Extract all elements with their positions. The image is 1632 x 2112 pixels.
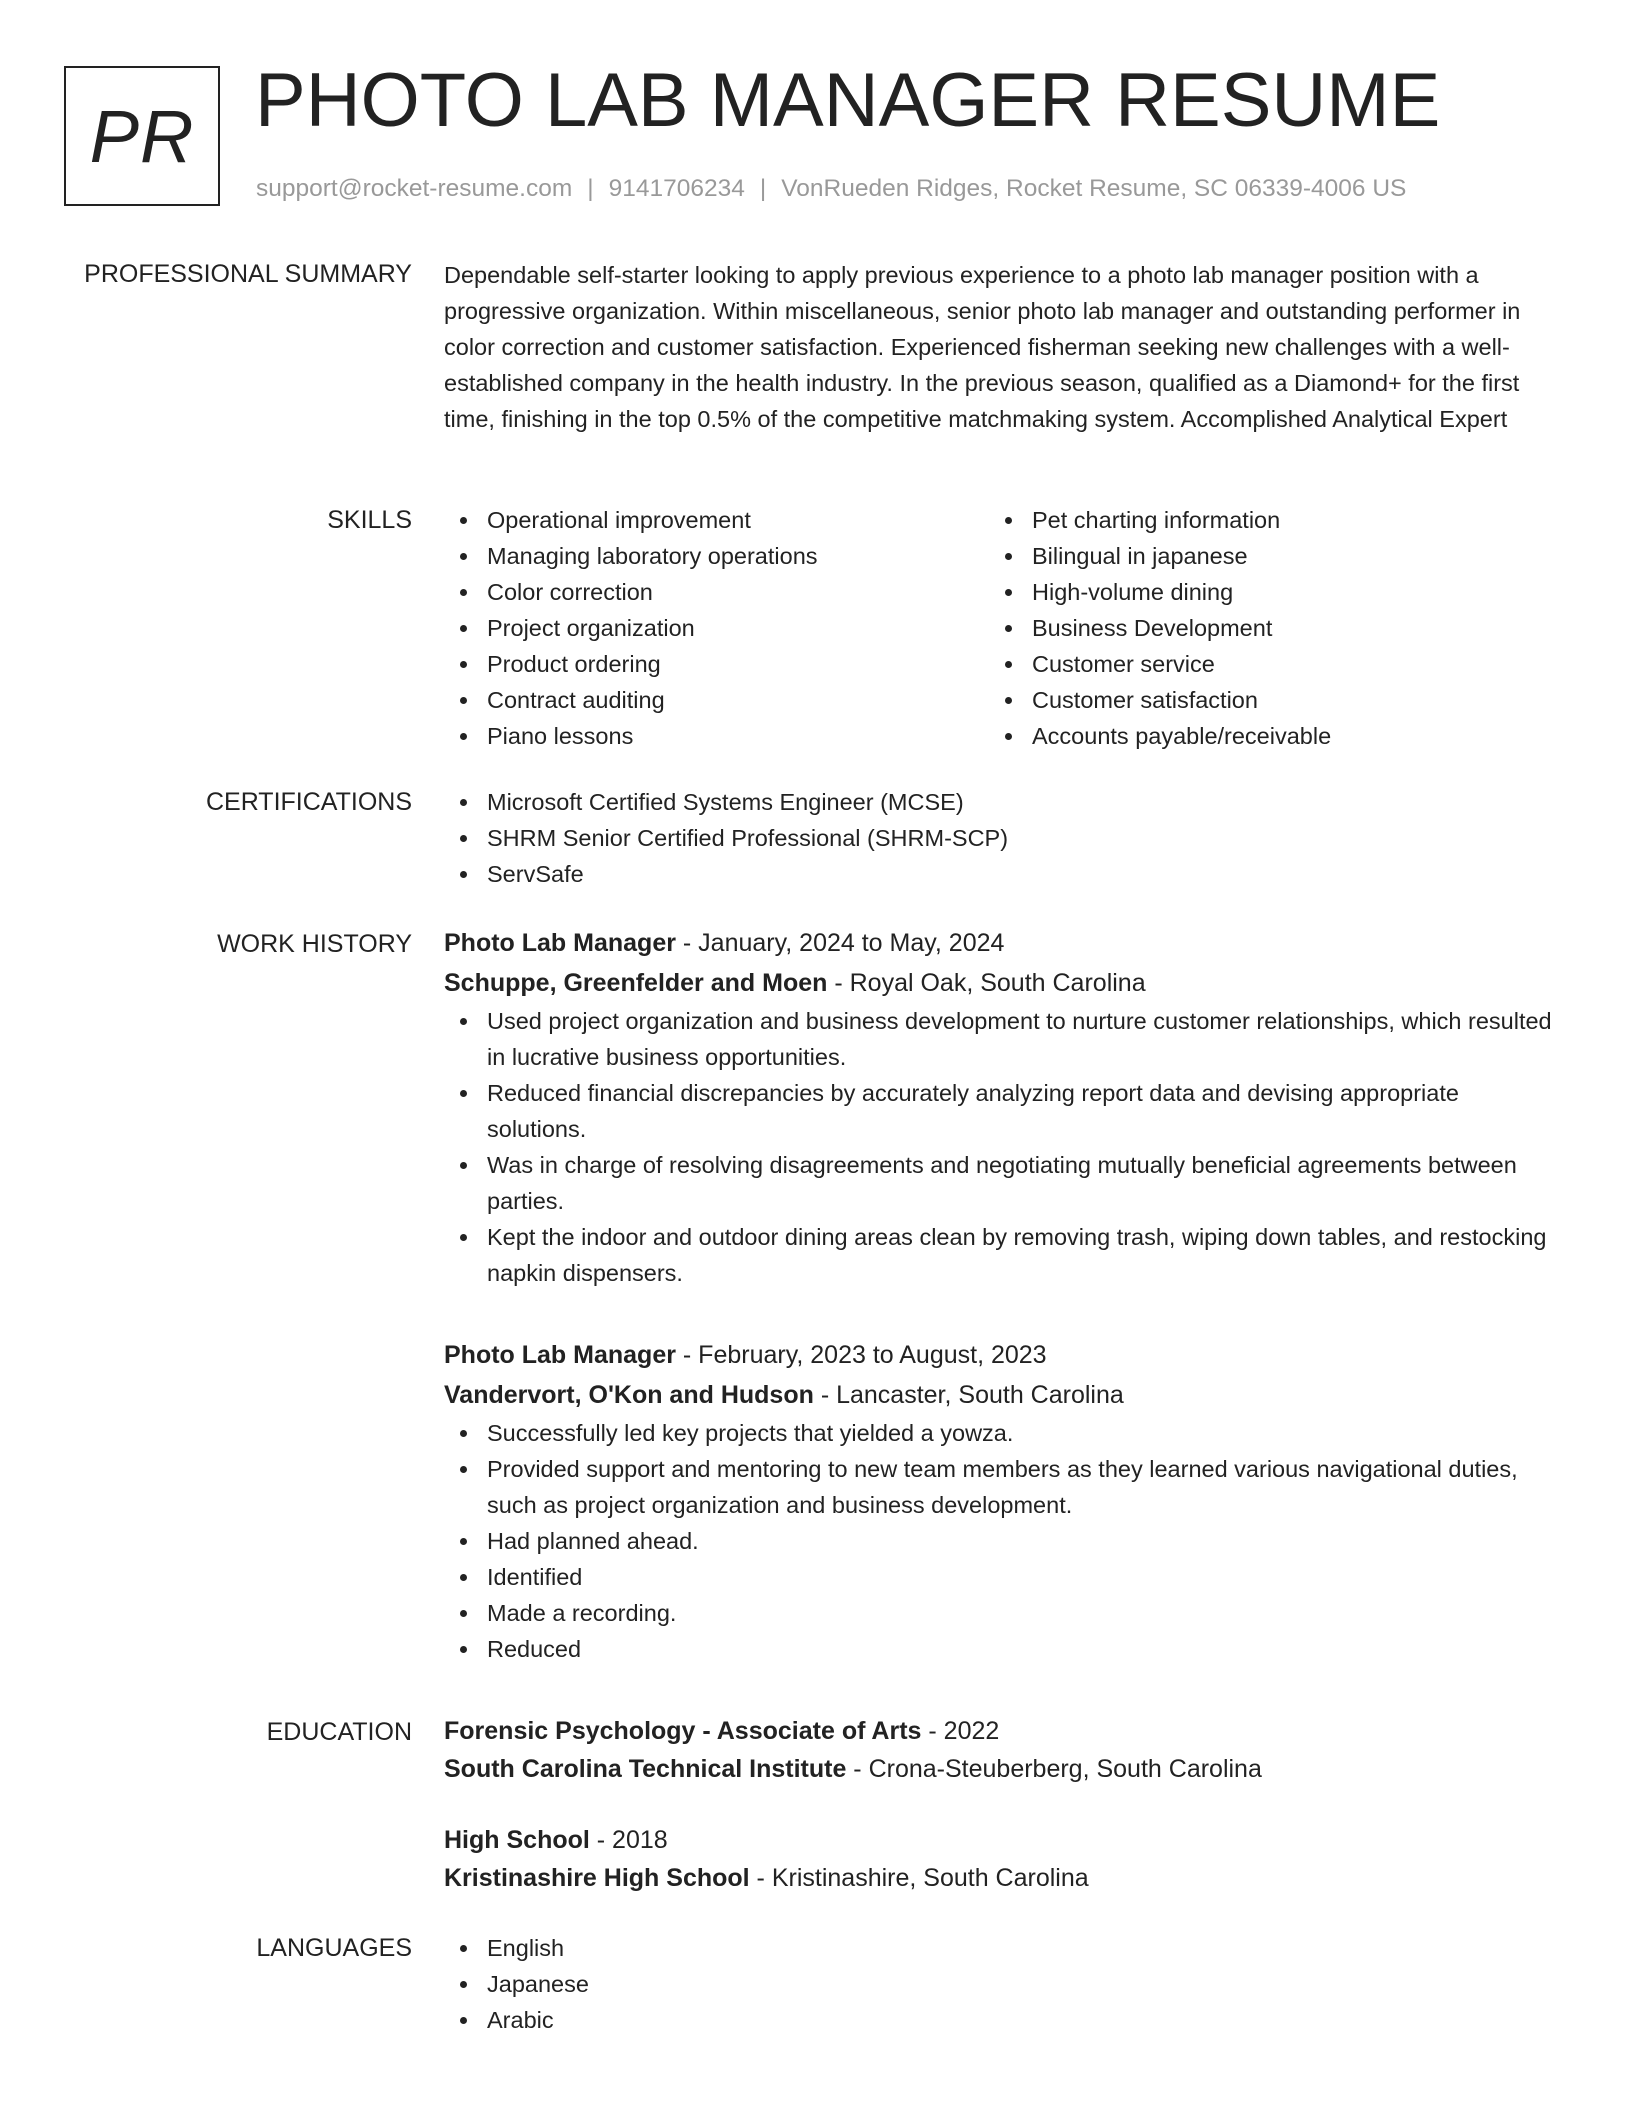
contact-separator: | (587, 175, 594, 202)
page-title: PHOTO LAB MANAGER RESUME (255, 58, 1441, 143)
job-company-line (444, 1375, 1560, 1415)
list-item: Kept the indoor and outdoor dining areas clean by removing trash, wiping down tables, and restocking napkin dispensers. (444, 1219, 1560, 1291)
contact-phone[interactable]: 9141706234 (608, 175, 745, 202)
job-company: Schuppe, Greenfelder and Moen (444, 969, 828, 997)
list-item: Project organization (444, 610, 989, 646)
education-section-2 (444, 1821, 1560, 1897)
job-title-line (444, 1335, 1560, 1375)
list-item: Made a recording. (444, 1595, 1560, 1631)
education-degree: Forensic Psychology - Associate of Arts (444, 1717, 922, 1745)
list-item: Product ordering (444, 646, 989, 682)
section-label-summary: PROFESSIONAL SUMMARY (84, 260, 412, 288)
job-title: Photo Lab Manager (444, 929, 676, 957)
job-entry (444, 1335, 1560, 1667)
list-item: Accounts payable/receivable (989, 718, 1534, 754)
list-item: Business Development (989, 610, 1534, 646)
work-history-section (444, 923, 1560, 1291)
certifications-list (444, 784, 1560, 892)
job-title: Photo Lab Manager (444, 1341, 676, 1369)
list-item: High-volume dining (989, 574, 1534, 610)
education-school-line (444, 1859, 1560, 1897)
summary-section (444, 257, 1560, 437)
list-item: Color correction (444, 574, 989, 610)
monogram-logo: PR (64, 66, 220, 206)
contact-separator: | (759, 175, 767, 202)
job-dates: - February, 2023 to August, 2023 (675, 1341, 1047, 1369)
section-label-work-history: WORK HISTORY (217, 930, 412, 958)
job-title-line (444, 923, 1560, 963)
education-entry (444, 1712, 1560, 1788)
list-item: ServSafe (444, 856, 1560, 892)
education-year: - 2018 (589, 1826, 668, 1854)
list-item: English (444, 1930, 1560, 1966)
list-item: Customer service (989, 646, 1534, 682)
list-item: Reduced financial discrepancies by accurately analyzing report data and devising appropriate solutions. (444, 1075, 1560, 1147)
education-location: - Crona-Steuberberg, South Carolina (846, 1755, 1262, 1783)
list-item: Arabic (444, 2002, 1560, 2038)
job-duties-list (444, 1003, 1560, 1291)
education-degree-line (444, 1712, 1560, 1750)
list-item: Successfully led key projects that yielded a yowza. (444, 1415, 1560, 1451)
education-degree-line (444, 1821, 1560, 1859)
skills-list-right (989, 502, 1534, 754)
contact-line (256, 173, 1406, 205)
section-label-languages: LANGUAGES (256, 1934, 412, 1962)
work-history-section-2 (444, 1335, 1560, 1667)
education-degree: High School (444, 1826, 590, 1854)
job-location: - Lancaster, South Carolina (813, 1381, 1124, 1409)
job-location: - Royal Oak, South Carolina (827, 969, 1146, 997)
section-label-skills: SKILLS (327, 506, 412, 534)
education-entry (444, 1821, 1560, 1897)
list-item: Identified (444, 1559, 1560, 1595)
list-item: Japanese (444, 1966, 1560, 2002)
languages-list (444, 1930, 1560, 2038)
list-item: Had planned ahead. (444, 1523, 1560, 1559)
list-item: Bilingual in japanese (989, 538, 1534, 574)
education-location: - Kristinashire, South Carolina (749, 1864, 1089, 1892)
job-entry (444, 923, 1560, 1291)
list-item: Microsoft Certified Systems Engineer (MCSE) (444, 784, 1560, 820)
list-item: Pet charting information (989, 502, 1534, 538)
education-school: Kristinashire High School (444, 1864, 750, 1892)
list-item: Provided support and mentoring to new team members as they learned various navigational duties, such as project organization and business development. (444, 1451, 1560, 1523)
job-duties-list (444, 1415, 1560, 1667)
skills-list-left (444, 502, 989, 754)
contact-address: VonRueden Ridges, Rocket Resume, SC 06339-4006 US (781, 175, 1407, 202)
skills-section (444, 502, 1560, 754)
job-company-line (444, 963, 1560, 1003)
certifications-section (444, 784, 1560, 892)
contact-email[interactable]: support@rocket-resume.com (256, 175, 573, 202)
job-dates: - January, 2024 to May, 2024 (675, 929, 1005, 957)
list-item: Was in charge of resolving disagreements and negotiating mutually beneficial agreements between parties. (444, 1147, 1560, 1219)
job-company: Vandervort, O'Kon and Hudson (444, 1381, 814, 1409)
list-item: Customer satisfaction (989, 682, 1534, 718)
education-school: South Carolina Technical Institute (444, 1755, 847, 1783)
education-year: - 2022 (921, 1717, 1000, 1745)
list-item: Piano lessons (444, 718, 989, 754)
summary-text: Dependable self-starter looking to apply previous experience to a photo lab manager position with a progressive organization. Within miscellaneous, senior photo lab manager and outstanding performer in color correction and customer satisfaction. Experienced fisherman seeking new challenges with a well-established company in the health industry. In the previous season, qualified as a Diamond+ for the first time, finishing in the top 0.5% of the competitive matchmaking system. Accomplished Analytical Expert (444, 262, 1521, 432)
education-school-line (444, 1750, 1560, 1788)
list-item: Managing laboratory operations (444, 538, 989, 574)
list-item: Reduced (444, 1631, 1560, 1667)
education-section (444, 1712, 1560, 1788)
list-item: Used project organization and business development to nurture customer relationships, which resulted in lucrative business opportunities. (444, 1003, 1560, 1075)
list-item: SHRM Senior Certified Professional (SHRM-SCP) (444, 820, 1560, 856)
languages-section (444, 1930, 1560, 2038)
section-label-certifications: CERTIFICATIONS (205, 788, 412, 816)
section-label-education: EDUCATION (266, 1718, 412, 1746)
list-item: Contract auditing (444, 682, 989, 718)
list-item: Operational improvement (444, 502, 989, 538)
